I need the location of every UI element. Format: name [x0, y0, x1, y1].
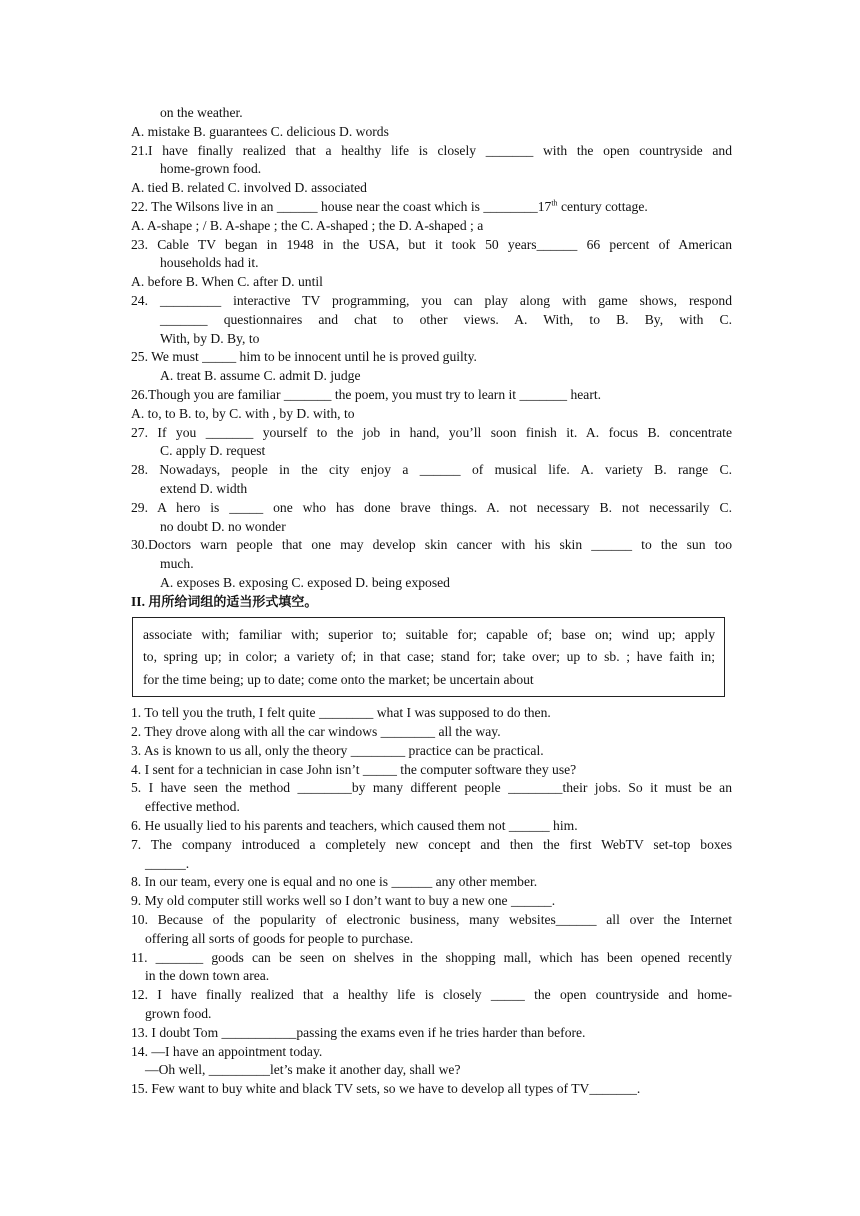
document-page — [131, 104, 732, 1099]
fill-blank-line: 3. As is known to us all, only the theory ________ practice can be practical. — [131, 742, 544, 758]
fill-blank-line: —Oh well, _________let’s make it another day, shall we? — [145, 1062, 461, 1078]
phrase-bank-line: associate with; familiar with; superior to; suitable for; capable of; base on; wind up; apply — [143, 626, 715, 642]
question-line: 29. A hero is _____ one who has done brave things. A. not necessary B. not necessarily C. — [131, 499, 732, 515]
question-line: home-grown food. — [160, 161, 262, 177]
question-line: 21.I have finally realized that a healthy life is closely _______ with the open countryside and — [131, 142, 732, 158]
question-line: much. — [160, 556, 194, 572]
question-line: A. mistake B. guarantees C. delicious D. words — [131, 123, 389, 139]
question-line: A. treat B. assume C. admit D. judge — [160, 368, 361, 384]
section-title: 用所给词组的适当形式填空。 — [148, 594, 318, 610]
question-line: A. exposes B. exposing C. exposed D. being exposed — [160, 574, 450, 590]
fill-blank-line: 8. In our team, every one is equal and no one is ______ any other member. — [131, 874, 538, 890]
fill-blank-line: 4. I sent for a technician in case John isn’t _____ the computer software they use? — [131, 761, 577, 777]
phrase-bank-line: for the time being; up to date; come onto the market; be uncertain about — [143, 671, 534, 687]
fill-blank-line: offering all sorts of goods for people to purchase. — [145, 930, 414, 946]
question-line: A. tied B. related C. involved D. associated — [131, 180, 367, 196]
fill-in-blank-section — [131, 704, 732, 1099]
question-line: A. before B. When C. after D. until — [131, 274, 323, 290]
fill-blank-line: 12. I have finally realized that a healthy life is closely _____ the open countryside and home- — [131, 987, 732, 1003]
phrase-bank-line: to, spring up; in color; a variety of; in that case; stand for; take over; up to sb. ; have faith in; — [143, 649, 715, 665]
question-line: extend D. width — [160, 480, 248, 496]
question-line: 28. Nowadays, people in the city enjoy a ______ of musical life. A. variety B. range C. — [131, 462, 732, 478]
fill-blank-line: 9. My old computer still works well so I don’t want to buy a new one ______. — [131, 893, 556, 909]
fill-blank-line: grown food. — [145, 1006, 212, 1022]
fill-blank-line: 1. To tell you the truth, I felt quite ________ what I was supposed to do then. — [131, 705, 551, 721]
fill-blank-line: 6. He usually lied to his parents and teachers, which caused them not ______ him. — [131, 818, 578, 834]
question-line: on the weather. — [160, 105, 243, 120]
question-line: _______ questionnaires and chat to other views. A. With, to B. By, with C. — [160, 311, 732, 327]
fill-blank-line: 11. _______ goods can be seen on shelves in the shopping mall, which has been opened recently — [131, 949, 732, 965]
question-line: 24. _________ interactive TV programming, you can play along with game shows, respond — [131, 292, 732, 308]
fill-blank-line: effective method. — [145, 799, 240, 815]
question-line: 25. We must _____ him to be innocent until he is proved guilty. — [131, 349, 477, 365]
fill-blank-line: in the down town area. — [145, 968, 270, 984]
fill-blank-line: 15. Few want to buy white and black TV sets, so we have to develop all types of TV_______. — [131, 1081, 641, 1097]
fill-blank-line: 10. Because of the popularity of electronic business, many websites______ all over the Internet — [131, 912, 732, 928]
question-line: 23. Cable TV began in 1948 in the USA, but it took 50 years______ 66 percent of American — [131, 236, 732, 252]
question-line: households had it. — [160, 255, 259, 271]
fill-blank-line: 13. I doubt Tom ___________passing the exams even if he tries harder than before. — [131, 1024, 586, 1040]
fill-blank-line: 5. I have seen the method ________by many different people ________their jobs. So it must be an — [131, 780, 732, 796]
section-number: II. — [131, 593, 145, 609]
section-heading — [131, 593, 732, 613]
question-line: With, by D. By, to — [160, 330, 260, 346]
fill-blank-line: ______. — [145, 855, 190, 871]
question-line: 30.Doctors warn people that one may develop skin cancer with his skin ______ to the sun too — [131, 537, 732, 553]
multiple-choice-section — [131, 104, 732, 593]
fill-blank-line: 14. —I have an appointment today. — [131, 1043, 323, 1059]
fill-blank-line: 7. The company introduced a completely new concept and then the first WebTV set-top boxes — [131, 836, 732, 852]
question-line: C. apply D. request — [160, 443, 266, 459]
fill-blank-line: 2. They drove along with all the car windows ________ all the way. — [131, 724, 501, 740]
question-line: A. A-shape ; / B. A-shape ; the C. A-shaped ; the D. A-shaped ; a — [131, 217, 484, 233]
ordinal-suffix: th — [551, 198, 558, 208]
question-line: 22. The Wilsons live in an ______ house near the coast which is ________17th century cottage. — [131, 198, 648, 214]
question-line: 26.Though you are familiar _______ the poem, you must try to learn it _______ heart. — [131, 386, 602, 402]
question-line: A. to, to B. to, by C. with , by D. with, to — [131, 405, 355, 421]
phrase-bank-box — [132, 617, 725, 698]
question-line: no doubt D. no wonder — [160, 518, 286, 534]
question-line: 27. If you _______ yourself to the job in hand, you’ll soon finish it. A. focus B. concentrate — [131, 424, 732, 440]
